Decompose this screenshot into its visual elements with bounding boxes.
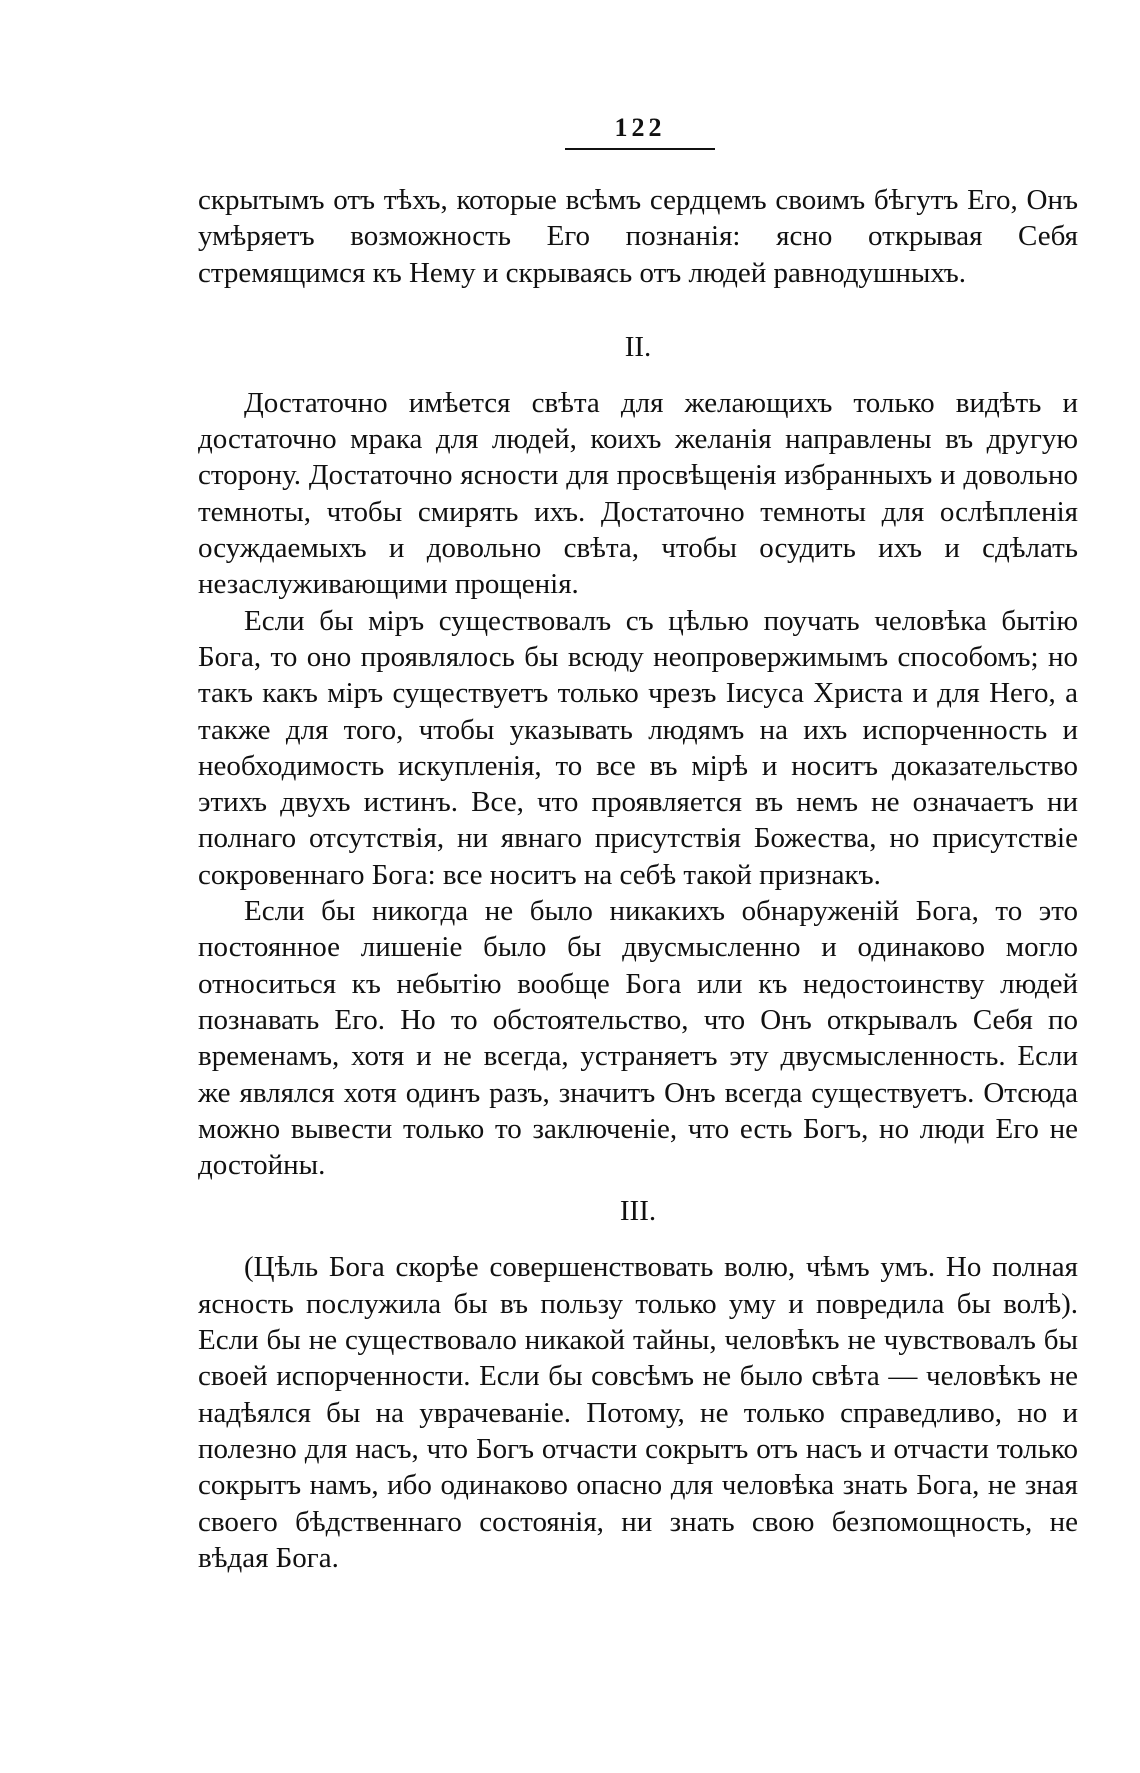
- paragraph: Достаточно имѣется свѣта для желающихъ только видѣть и достаточно мрака для людей, коихъ желанія направлены въ другую сторону. Достаточно ясности для просвѣщенія избранныхъ и довольно темноты, чтобы смирять ихъ. Достаточно темноты для ослѣпленія осуждаемыхъ и довольно свѣта, чтобы осудить ихъ и сдѣлать незаслуживающими прощенія.: [198, 386, 1078, 601]
- header-rule: [565, 148, 715, 150]
- paragraph-continued: скрытымъ отъ тѣхъ, которые всѣмъ сердцемъ своимъ бѣгутъ Его, Онъ умѣряетъ возможность Его познанія: ясно открывая Себя стремящимся къ Нему и скрываясь отъ людей равнодушныхъ.: [198, 184, 1078, 289]
- section-heading-2: II.: [624, 330, 652, 363]
- paragraph: (Цѣль Бога скорѣе совершенствовать волю, чѣмъ умъ. Но полная ясность послужила бы въ пользу только уму и повредила бы волѣ). Если бы не существовало никакой тайны, человѣкъ не чувствовалъ бы своей испорченности. Если бы совсѣмъ не было свѣта — человѣкъ не надѣялся бы на уврачеваніе. Потому, не только справедливо, но и полезно для насъ, что Богъ отчасти сокрытъ отъ насъ и отчасти только сокрытъ намъ, ибо одинаково опасно для человѣка знать Бога, не зная своего бѣдственнаго состоянія, ни знать свою безпомощность, не вѣдая Бога.: [198, 1251, 1078, 1574]
- page-header: [565, 110, 715, 150]
- body-text: [198, 182, 1078, 1576]
- paragraph: Если бы міръ существовалъ съ цѣлью поучать человѣка бытію Бога, то оно проявлялось бы всюду неопровержимымъ способомъ; но такъ какъ міръ существуетъ только чрезъ Іисуса Христа и для Него, а также для того, чтобы указывать людямъ на ихъ испорченность и необходимость искупленія, то все въ мірѣ и носитъ доказательство этихъ двухъ истинъ. Все, что проявляется въ немъ не означаетъ ни полнаго отсутствія, ни явнаго присутствія Божества, но присутствіе сокровеннаго Бога: все носитъ на себѣ такой признакъ.: [198, 604, 1078, 891]
- section-heading-3: III.: [619, 1195, 657, 1228]
- paragraph: Если бы никогда не было никакихъ обнаруженій Бога, то это постоянное лишеніе было бы двусмысленно и одинаково могло относиться къ небытію вообще Бога или къ недостоинству людей познавать Его. Но то обстоятельство, что Онъ открывалъ Себя по временамъ, хотя и не всегда, устраняетъ эту двусмысленность. Если же являлся хотя одинъ разъ, значитъ Онъ всегда существуетъ. Отсюда можно вывести только то заключеніе, что есть Богъ, но люди Его не достойны.: [198, 895, 1078, 1182]
- page-number: 122: [614, 113, 666, 142]
